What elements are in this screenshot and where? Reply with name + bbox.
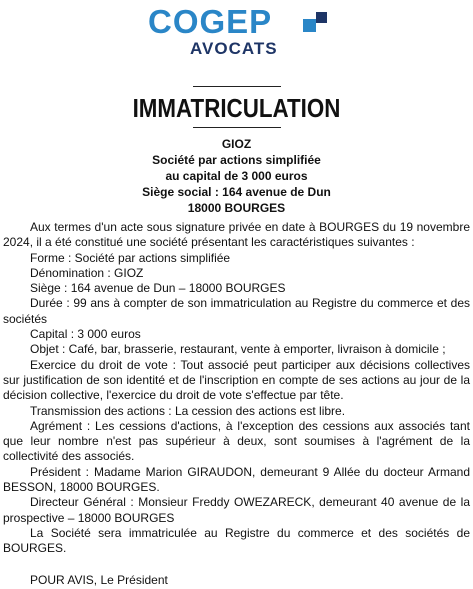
paragraph-capital: Capital : 3 000 euros [30, 327, 141, 342]
paragraph-duree: Durée : 99 ans à compter de son immatriculation au Registre du commerce et des sociétés [3, 296, 470, 326]
paragraph-denomination: Dénomination : GIOZ [30, 265, 144, 280]
paragraph-transmission: Transmission des actions : La cession des actions est libre. [30, 403, 346, 418]
notice-body [3, 220, 470, 588]
title-rule-bottom [193, 127, 281, 128]
paragraph-siege: Siège : 164 avenue de Dun – 18000 BOURGES [30, 281, 286, 296]
logo-sub-text: AVOCATS [190, 39, 278, 58]
company-header [0, 136, 473, 216]
paragraph-droit-de-vote: Exercice du droit de vote : Tout associé peut participer aux décisions collectives sur justification de son identité et de l'inscription en compte de ses actions au jour de la décision collective, l'exercice du droit de vote s'effectue par tête. [3, 357, 470, 403]
company-capital: au capital de 3 000 euros [165, 169, 308, 183]
notice-title: IMMATRICULATION [132, 93, 341, 123]
company-city: 18000 BOURGES [187, 201, 286, 215]
logo-brand-text: COGEP [148, 3, 273, 40]
paragraph-objet: Objet : Café, bar, brasserie, restaurant, vente à emporter, livraison à domicile ; [30, 342, 446, 357]
logo-square-mark-icon [301, 10, 329, 34]
company-name: GIOZ [221, 137, 252, 151]
company-seat: Siège social : 164 avenue de Dun [142, 185, 331, 199]
paragraph-immatriculation: La Société sera immatriculée au Registre du commerce et des sociétés de BOURGES. [3, 525, 470, 556]
paragraph-forme: Forme : Société par actions simplifiée [30, 250, 231, 265]
paragraph-president: Président : Madame Marion GIRAUDON, demeurant 9 Allée du docteur Armand BESSON, 18000 BOURGES. [3, 464, 470, 495]
signature: POUR AVIS, Le Président [30, 572, 168, 587]
paragraph-agrement: Agrément : Les cessions d'actions, à l'exception des cessions aux associés tant que leur nombre n'est pas supérieur à deux, sont soumises à l'agrément de la collectivité des associés. [3, 418, 470, 464]
title-rule-top [193, 86, 281, 87]
paragraph-directeur-general: Directeur Général : Monsieur Freddy OWEZARECK, demeurant 40 avenue de la prospective – 18000 BOURGES [3, 495, 470, 525]
paragraph-intro: Aux termes d'un acte sous signature privée en date à BOURGES du 19 novembre 2024, il a été constitué une société présentant les caractéristiques suivantes : [3, 220, 470, 250]
company-form: Société par actions simplifiée [152, 153, 321, 167]
cogep-logo [0, 4, 473, 62]
